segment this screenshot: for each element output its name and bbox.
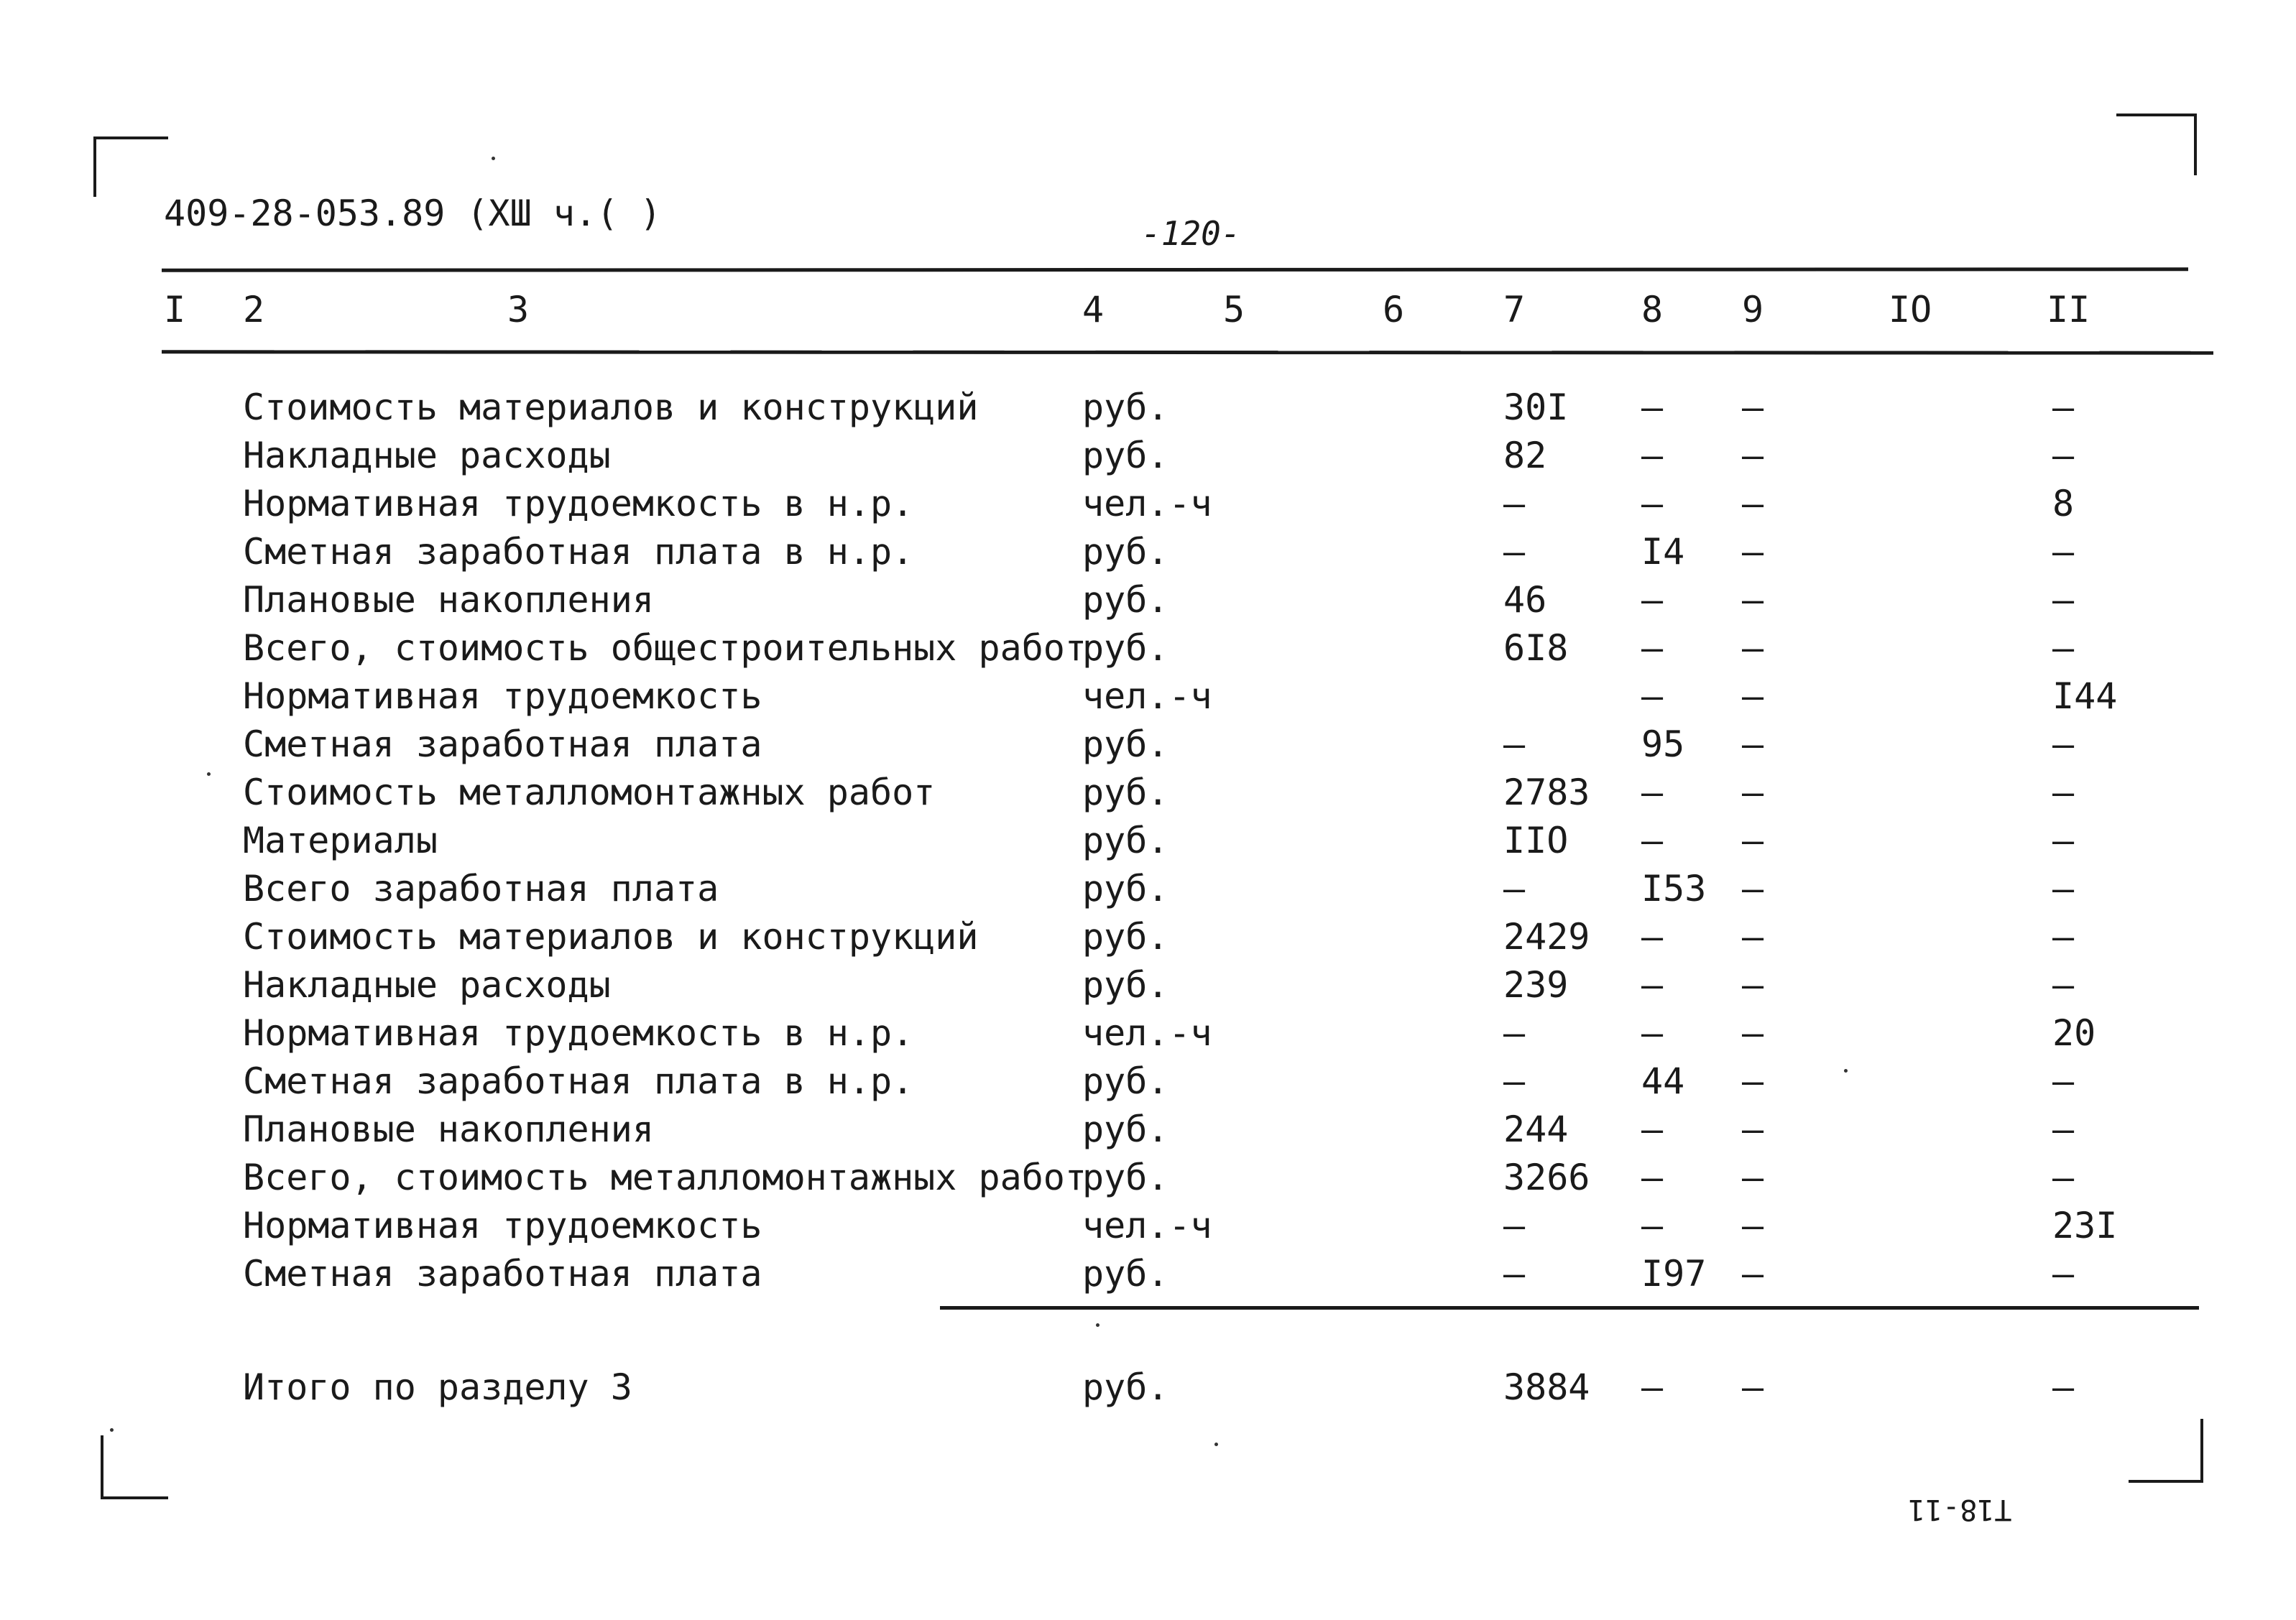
- row-col9: –: [1742, 964, 1764, 1006]
- row-col9: –: [1742, 1157, 1764, 1198]
- scan-speck: [1844, 1069, 1848, 1073]
- column-number-11: II: [2047, 289, 2090, 330]
- row-col11: –: [2052, 387, 2075, 428]
- column-number-6: 6: [1383, 289, 1405, 330]
- total-col7: 3884: [1503, 1366, 1590, 1408]
- row-col7: 82: [1503, 435, 1547, 476]
- column-number-1: I: [164, 289, 186, 330]
- row-unit: руб.: [1082, 916, 1169, 958]
- row-col11: –: [2052, 723, 2075, 765]
- row-unit: руб.: [1082, 868, 1169, 909]
- row-unit: руб.: [1082, 723, 1169, 765]
- row-label: Нормативная трудоемкость в н.р.: [243, 1012, 914, 1054]
- row-col8: 44: [1641, 1060, 1685, 1102]
- row-label: Нормативная трудоемкость в н.р.: [243, 483, 914, 524]
- row-unit: руб.: [1082, 1060, 1169, 1102]
- row-col8: –: [1641, 820, 1664, 861]
- row-col8: –: [1641, 627, 1664, 669]
- row-label: Сметная заработная плата в н.р.: [243, 531, 914, 573]
- row-col7: –: [1503, 1060, 1526, 1102]
- row-col11: –: [2052, 1157, 2075, 1198]
- row-col9: –: [1742, 1205, 1764, 1246]
- row-label: Плановые накопления: [243, 579, 654, 621]
- row-col11: –: [2052, 868, 2075, 909]
- row-col9: –: [1742, 387, 1764, 428]
- total-col11: –: [2052, 1366, 2075, 1408]
- row-label: Накладные расходы: [243, 435, 611, 476]
- row-col8: –: [1641, 916, 1664, 958]
- row-col11: –: [2052, 1060, 2075, 1102]
- scan-speck: [492, 157, 495, 160]
- row-col9: –: [1742, 1253, 1764, 1295]
- row-col8: I53: [1641, 868, 1707, 909]
- corner-mark-top-right: [2116, 114, 2197, 175]
- row-unit: руб.: [1082, 772, 1169, 813]
- row-col7: –: [1503, 1205, 1526, 1246]
- column-number-8: 8: [1641, 289, 1664, 330]
- row-col11: –: [2052, 772, 2075, 813]
- column-number-7: 7: [1503, 289, 1526, 330]
- corner-mark-bottom-right: [2129, 1419, 2203, 1483]
- row-col7: IIO: [1503, 820, 1569, 861]
- row-col11: –: [2052, 820, 2075, 861]
- row-col9: –: [1742, 435, 1764, 476]
- row-col11: –: [2052, 964, 2075, 1006]
- column-number-10: IO: [1889, 289, 1932, 330]
- row-col11: 23I: [2052, 1205, 2118, 1246]
- row-col7: 239: [1503, 964, 1569, 1006]
- row-col9: –: [1742, 916, 1764, 958]
- row-label: Материалы: [243, 820, 438, 861]
- row-unit: руб.: [1082, 579, 1169, 621]
- document-code: 409-28-053.89 (ХШ ч.( ): [164, 193, 662, 234]
- scan-speck: [207, 772, 211, 776]
- row-label: Всего, стоимость общестроительных работ: [243, 627, 1087, 669]
- row-unit: чел.-ч: [1082, 675, 1212, 717]
- row-col11: I44: [2052, 675, 2118, 717]
- row-col8: –: [1641, 1108, 1664, 1150]
- row-unit: руб.: [1082, 1253, 1169, 1295]
- row-col11: 20: [2052, 1012, 2096, 1054]
- scan-speck: [1096, 1323, 1099, 1327]
- row-col9: –: [1742, 1060, 1764, 1102]
- row-col8: –: [1641, 675, 1664, 717]
- row-label: Стоимость материалов и конструкций: [243, 916, 979, 958]
- row-col8: –: [1641, 435, 1664, 476]
- column-number-9: 9: [1742, 289, 1764, 330]
- row-unit: руб.: [1082, 820, 1169, 861]
- row-col8: 95: [1641, 723, 1685, 765]
- page-number: -120-: [1141, 214, 1241, 253]
- row-col11: 8: [2052, 483, 2075, 524]
- row-col7: 46: [1503, 579, 1547, 621]
- row-col8: –: [1641, 772, 1664, 813]
- column-number-4: 4: [1082, 289, 1105, 330]
- row-col8: I4: [1641, 531, 1685, 573]
- row-col8: –: [1641, 1205, 1664, 1246]
- row-col9: –: [1742, 579, 1764, 621]
- row-label: Всего заработная плата: [243, 868, 719, 909]
- row-col8: –: [1641, 964, 1664, 1006]
- column-number-5: 5: [1223, 289, 1245, 330]
- row-col9: –: [1742, 627, 1764, 669]
- row-col7: –: [1503, 531, 1526, 573]
- row-col7: –: [1503, 483, 1526, 524]
- row-unit: руб.: [1082, 964, 1169, 1006]
- row-label: Стоимость металломонтажных работ: [243, 772, 936, 813]
- row-col9: –: [1742, 1108, 1764, 1150]
- column-number-3: 3: [507, 289, 530, 330]
- row-col11: –: [2052, 579, 2075, 621]
- row-col9: –: [1742, 483, 1764, 524]
- row-col7: 244: [1503, 1108, 1569, 1150]
- row-col8: –: [1641, 579, 1664, 621]
- column-header-bottom-rule: [162, 350, 2213, 354]
- row-col8: I97: [1641, 1253, 1707, 1295]
- row-col8: –: [1641, 387, 1664, 428]
- row-col11: –: [2052, 1253, 2075, 1295]
- row-col7: 2429: [1503, 916, 1590, 958]
- footer-code-inverted: T18-11: [1908, 1493, 2012, 1526]
- row-label: Нормативная трудоемкость: [243, 675, 762, 717]
- row-col9: –: [1742, 531, 1764, 573]
- row-label: Сметная заработная плата: [243, 723, 762, 765]
- row-col7: –: [1503, 1012, 1526, 1054]
- row-label: Плановые накопления: [243, 1108, 654, 1150]
- scan-speck: [110, 1428, 114, 1432]
- row-col11: –: [2052, 627, 2075, 669]
- row-col9: –: [1742, 868, 1764, 909]
- row-label: Сметная заработная плата: [243, 1253, 762, 1295]
- column-number-2: 2: [243, 289, 265, 330]
- total-label: Итого по разделу 3: [243, 1366, 632, 1408]
- row-unit: руб.: [1082, 435, 1169, 476]
- total-col9: –: [1742, 1366, 1764, 1408]
- row-unit: руб.: [1082, 531, 1169, 573]
- row-col9: –: [1742, 723, 1764, 765]
- scan-speck: [1214, 1443, 1218, 1446]
- row-unit: руб.: [1082, 387, 1169, 428]
- row-col7: 30I: [1503, 387, 1569, 428]
- row-unit: чел.-ч: [1082, 1205, 1212, 1246]
- row-col7: –: [1503, 723, 1526, 765]
- row-col11: –: [2052, 531, 2075, 573]
- row-col7: –: [1503, 868, 1526, 909]
- row-col7: 6I8: [1503, 627, 1569, 669]
- row-label: Сметная заработная плата в н.р.: [243, 1060, 914, 1102]
- row-col11: –: [2052, 1108, 2075, 1150]
- row-col9: –: [1742, 820, 1764, 861]
- subtotal-rule: [940, 1306, 2199, 1310]
- row-unit: чел.-ч: [1082, 1012, 1212, 1054]
- row-label: Стоимость материалов и конструкций: [243, 387, 979, 428]
- row-unit: чел.-ч: [1082, 483, 1212, 524]
- row-col11: –: [2052, 916, 2075, 958]
- row-unit: руб.: [1082, 627, 1169, 669]
- row-col9: –: [1742, 772, 1764, 813]
- row-col8: –: [1641, 1157, 1664, 1198]
- total-unit: руб.: [1082, 1366, 1169, 1408]
- corner-mark-bottom-left: [101, 1435, 168, 1499]
- row-col9: –: [1742, 1012, 1764, 1054]
- row-col7: 3266: [1503, 1157, 1590, 1198]
- row-label: Нормативная трудоемкость: [243, 1205, 762, 1246]
- row-col8: –: [1641, 1012, 1664, 1054]
- row-unit: руб.: [1082, 1108, 1169, 1150]
- row-label: Накладные расходы: [243, 964, 611, 1006]
- total-col8: –: [1641, 1366, 1664, 1408]
- row-col8: –: [1641, 483, 1664, 524]
- row-col11: –: [2052, 435, 2075, 476]
- row-unit: руб.: [1082, 1157, 1169, 1198]
- row-col9: –: [1742, 675, 1764, 717]
- corner-mark-top-left: [93, 136, 168, 197]
- table-top-rule: [162, 267, 2188, 272]
- row-label: Всего, стоимость металломонтажных работ: [243, 1157, 1087, 1198]
- row-col7: –: [1503, 1253, 1526, 1295]
- row-col7: 2783: [1503, 772, 1590, 813]
